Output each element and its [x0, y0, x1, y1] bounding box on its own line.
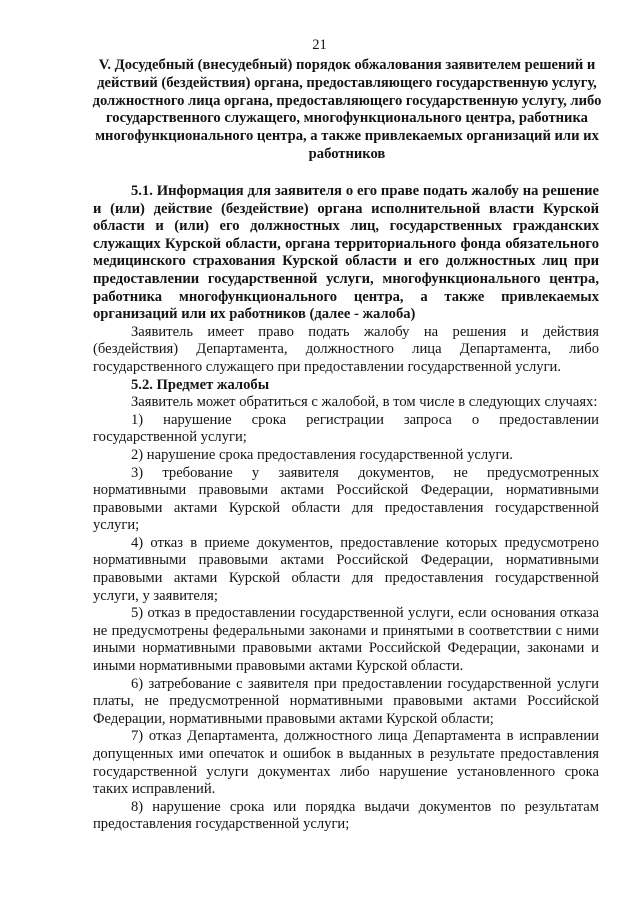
subsection-5-1-text: Заявитель имеет право подать жалобу на решения и действия (бездействия) Департамента, должностного лица Департамента, либо государственного служащего при предоставлении государственной услуги.	[93, 323, 599, 375]
list-item: 4) отказ в приеме документов, предоставление которых предусмотрено нормативными правовыми актами Российской Федерации, нормативными правовыми актами Курской области для предоставления государственной услуги, у заявителя;	[93, 534, 599, 604]
section-title: V. Досудебный (внесудебный) порядок обжалования заявителем решений и действий (бездействия) органа, предоставляющего государственную услугу, должностного лица органа, предоставляющего государственную услугу, либо государственного служащего, многофункционального центра, работника многофункционального центра, а также привлекаемых организаций или их работников	[92, 57, 602, 162]
document-body	[93, 183, 599, 834]
page-number: 21	[312, 37, 327, 53]
subsection-5-1-heading: 5.1. Информация для заявителя о его праве подать жалобу на решение и (или) действие (бездействие) органа исполнительной власти Курской области и (или) его должностных лиц, государственных гражданских служащих Курской области, органа территориального фонда обязательного медицинского страхования Курской области и его должностных лиц при предоставлении государственной услуги, многофункционального центра, работника многофункционального центра, а также привлекаемых организаций или их работников (далее - жалоба)	[93, 183, 599, 323]
list-item: 2) нарушение срока предоставления государственной услуги.	[131, 446, 513, 463]
list-item: 6) затребование с заявителя при предоставлении государственной услуги платы, не предусмотренной нормативными правовыми актами Российской Федерации, нормативными правовыми актами Курской области;	[93, 675, 599, 727]
subsection-5-2-intro: Заявитель может обратиться с жалобой, в том числе в следующих случаях:	[131, 394, 598, 411]
list-item: 5) отказ в предоставлении государственной услуги, если основания отказа не предусмотрены федеральными законами и принятыми в соответствии с ними иными нормативными правовыми актами Российской Федерации, законами и иными нормативными правовыми актами Курской области.	[93, 605, 599, 675]
subsection-5-2-heading: 5.2. Предмет жалобы	[131, 376, 270, 393]
list-item: 7) отказ Департамента, должностного лица Департамента в исправлении допущенных ими опечаток и ошибок в выданных в результате предоставления государственной услуги документах либо нарушение установленного срока таких исправлений.	[93, 728, 599, 798]
list-item: 3) требование у заявителя документов, не предусмотренных нормативными правовыми актами Российской Федерации, нормативными правовыми актами Курской области для предоставления государственной услуги;	[93, 464, 599, 534]
list-item: 8) нарушение срока или порядка выдачи документов по результатам предоставления государственной услуги;	[93, 798, 599, 833]
list-item: 1) нарушение срока регистрации запроса о предоставлении государственной услуги;	[93, 411, 599, 446]
